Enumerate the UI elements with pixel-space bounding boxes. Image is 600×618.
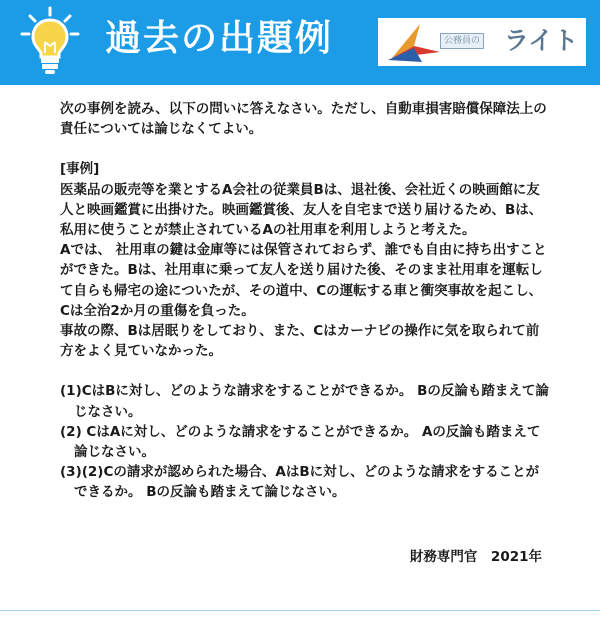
intro-text: 次の事例を読み、以下の問いに答えなさい。ただし、自動車損害賠償保障法上の責任については論じなくてよい。 <box>60 101 547 138</box>
source-citation: 財務専門官 2021年 <box>409 549 542 565</box>
lightbulb-icon <box>18 6 82 76</box>
question-2: (2) CはAに対し、どのような請求をすることができるか。 Aの反論も踏まえて論じなさい。 <box>60 423 541 461</box>
question-1: (1)CはBに対し、どのような請求をすることができるか。 Bの反論も踏まえて論じなさい。 <box>60 383 549 420</box>
case-paragraph-1: 医薬品の販売等を業とするA会社の従業員Bは、退社後、会社近くの映画館に友人と映画鑑賞に出掛けた。映画鑑賞後、友人を自宅まで送り届けるため、Bは、私用に使うことが禁止されているAの社用車を利用しようと考えた。 <box>60 181 543 239</box>
logo-mark-icon <box>378 18 442 66</box>
brand-logo[interactable] <box>378 18 586 66</box>
logo-main-text: ライト <box>504 26 579 55</box>
page-title: 過去の出題例 <box>105 18 334 59</box>
case-paragraph-3: 事故の際、Bは居眠りをしており、また、Cはカーナビの操作に気を取られて前方をよく見ていなかった。 <box>60 323 540 360</box>
bottom-divider <box>0 610 600 611</box>
logo-small-text: 公務員の <box>440 33 484 49</box>
case-heading: [事例] <box>60 161 100 178</box>
case-paragraph-2: Aでは、 社用車の鍵は金庫等には保管されておらず、誰でも自由に持ち出すことができた。Bは、社用車に乗って友人を送り届けた後、そのまま社用車を運転して自らも帰宅の途についたが、その道中、Cの運転する車と衝突事故を起こし、Cは全治2か月の重傷を負った。 <box>60 242 547 319</box>
question-body <box>60 99 550 503</box>
header-banner <box>0 0 600 85</box>
question-3: (3)(2)Cの請求が認められた場合、AはBに対し、どのような請求をすることができるか。 Bの反論も踏まえて論じなさい。 <box>60 464 540 501</box>
